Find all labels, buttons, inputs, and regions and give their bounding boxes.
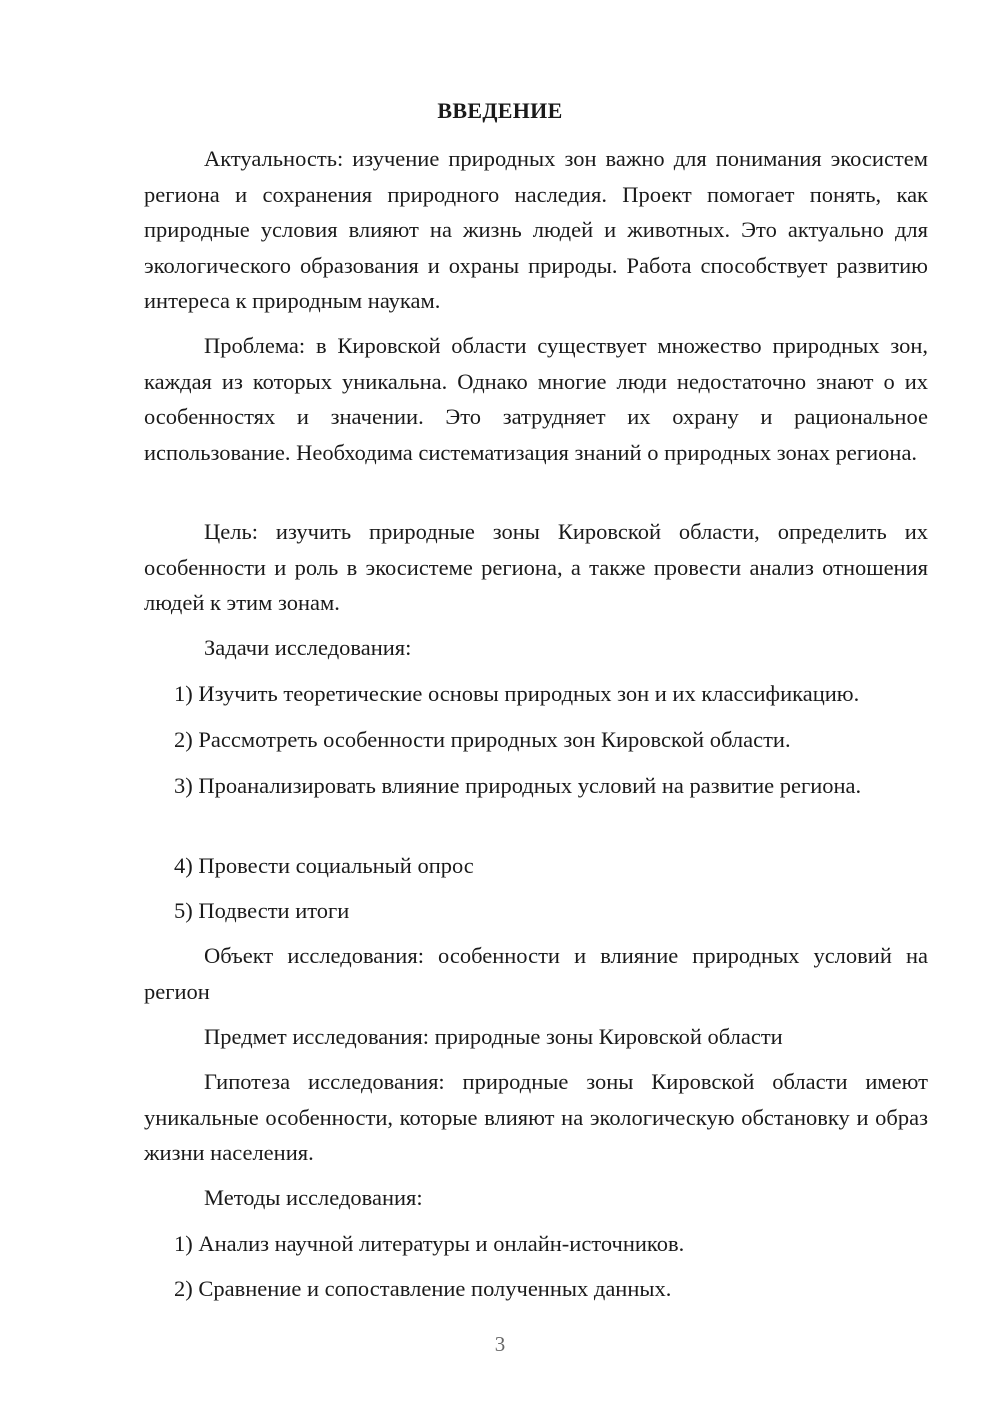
- hypothesis-paragraph: Гипотеза исследования: природные зоны Кировской области имеют уникальные особенности, которые влияют на экологическую обстановку и образ жизни населения.: [144, 1069, 928, 1165]
- task-item: 2) Рассмотреть особенности природных зон Кировской области.: [174, 727, 791, 752]
- subject-paragraph: Предмет исследования: природные зоны Кировской области: [204, 1024, 783, 1049]
- section-heading: ВВЕДЕНИЕ: [437, 98, 563, 123]
- task-item: 5) Подвести итоги: [174, 898, 350, 923]
- task-item: 3) Проанализировать влияние природных условий на развитие региона.: [174, 773, 862, 798]
- task-item: 4) Провести социальный опрос: [174, 853, 474, 878]
- page-number: 3: [494, 1332, 506, 1356]
- task-item: 1) Изучить теоретические основы природных зон и их классификацию.: [174, 681, 860, 706]
- relevance-paragraph: Актуальность: изучение природных зон важно для понимания экосистем региона и сохранения природного наследия. Проект помогает понять, как природные условия влияют на жизнь людей и животных. Это актуально для экологического образования и охраны природы. Работа способствует развитию интереса к природным наукам.: [144, 146, 928, 313]
- tasks-title: Задачи исследования:: [204, 635, 412, 660]
- methods-title: Методы исследования:: [204, 1185, 423, 1210]
- method-item: 1) Анализ научной литературы и онлайн-источников.: [174, 1231, 685, 1256]
- problem-paragraph: Проблема: в Кировской области существует множество природных зон, каждая из которых уникальна. Однако многие люди недостаточно знают о их особенностях и значении. Это затрудняет их охрану и рациональное использование. Необходима систематизация знаний о природных зонах региона.: [144, 333, 928, 465]
- goal-paragraph: Цель: изучить природные зоны Кировской области, определить их особенности и роль в экосистеме региона, а также провести анализ отношения людей к этим зонам.: [144, 519, 928, 615]
- object-paragraph: Объект исследования: особенности и влияние природных условий на регион: [144, 943, 928, 1004]
- method-item: 2) Сравнение и сопоставление полученных данных.: [174, 1276, 672, 1301]
